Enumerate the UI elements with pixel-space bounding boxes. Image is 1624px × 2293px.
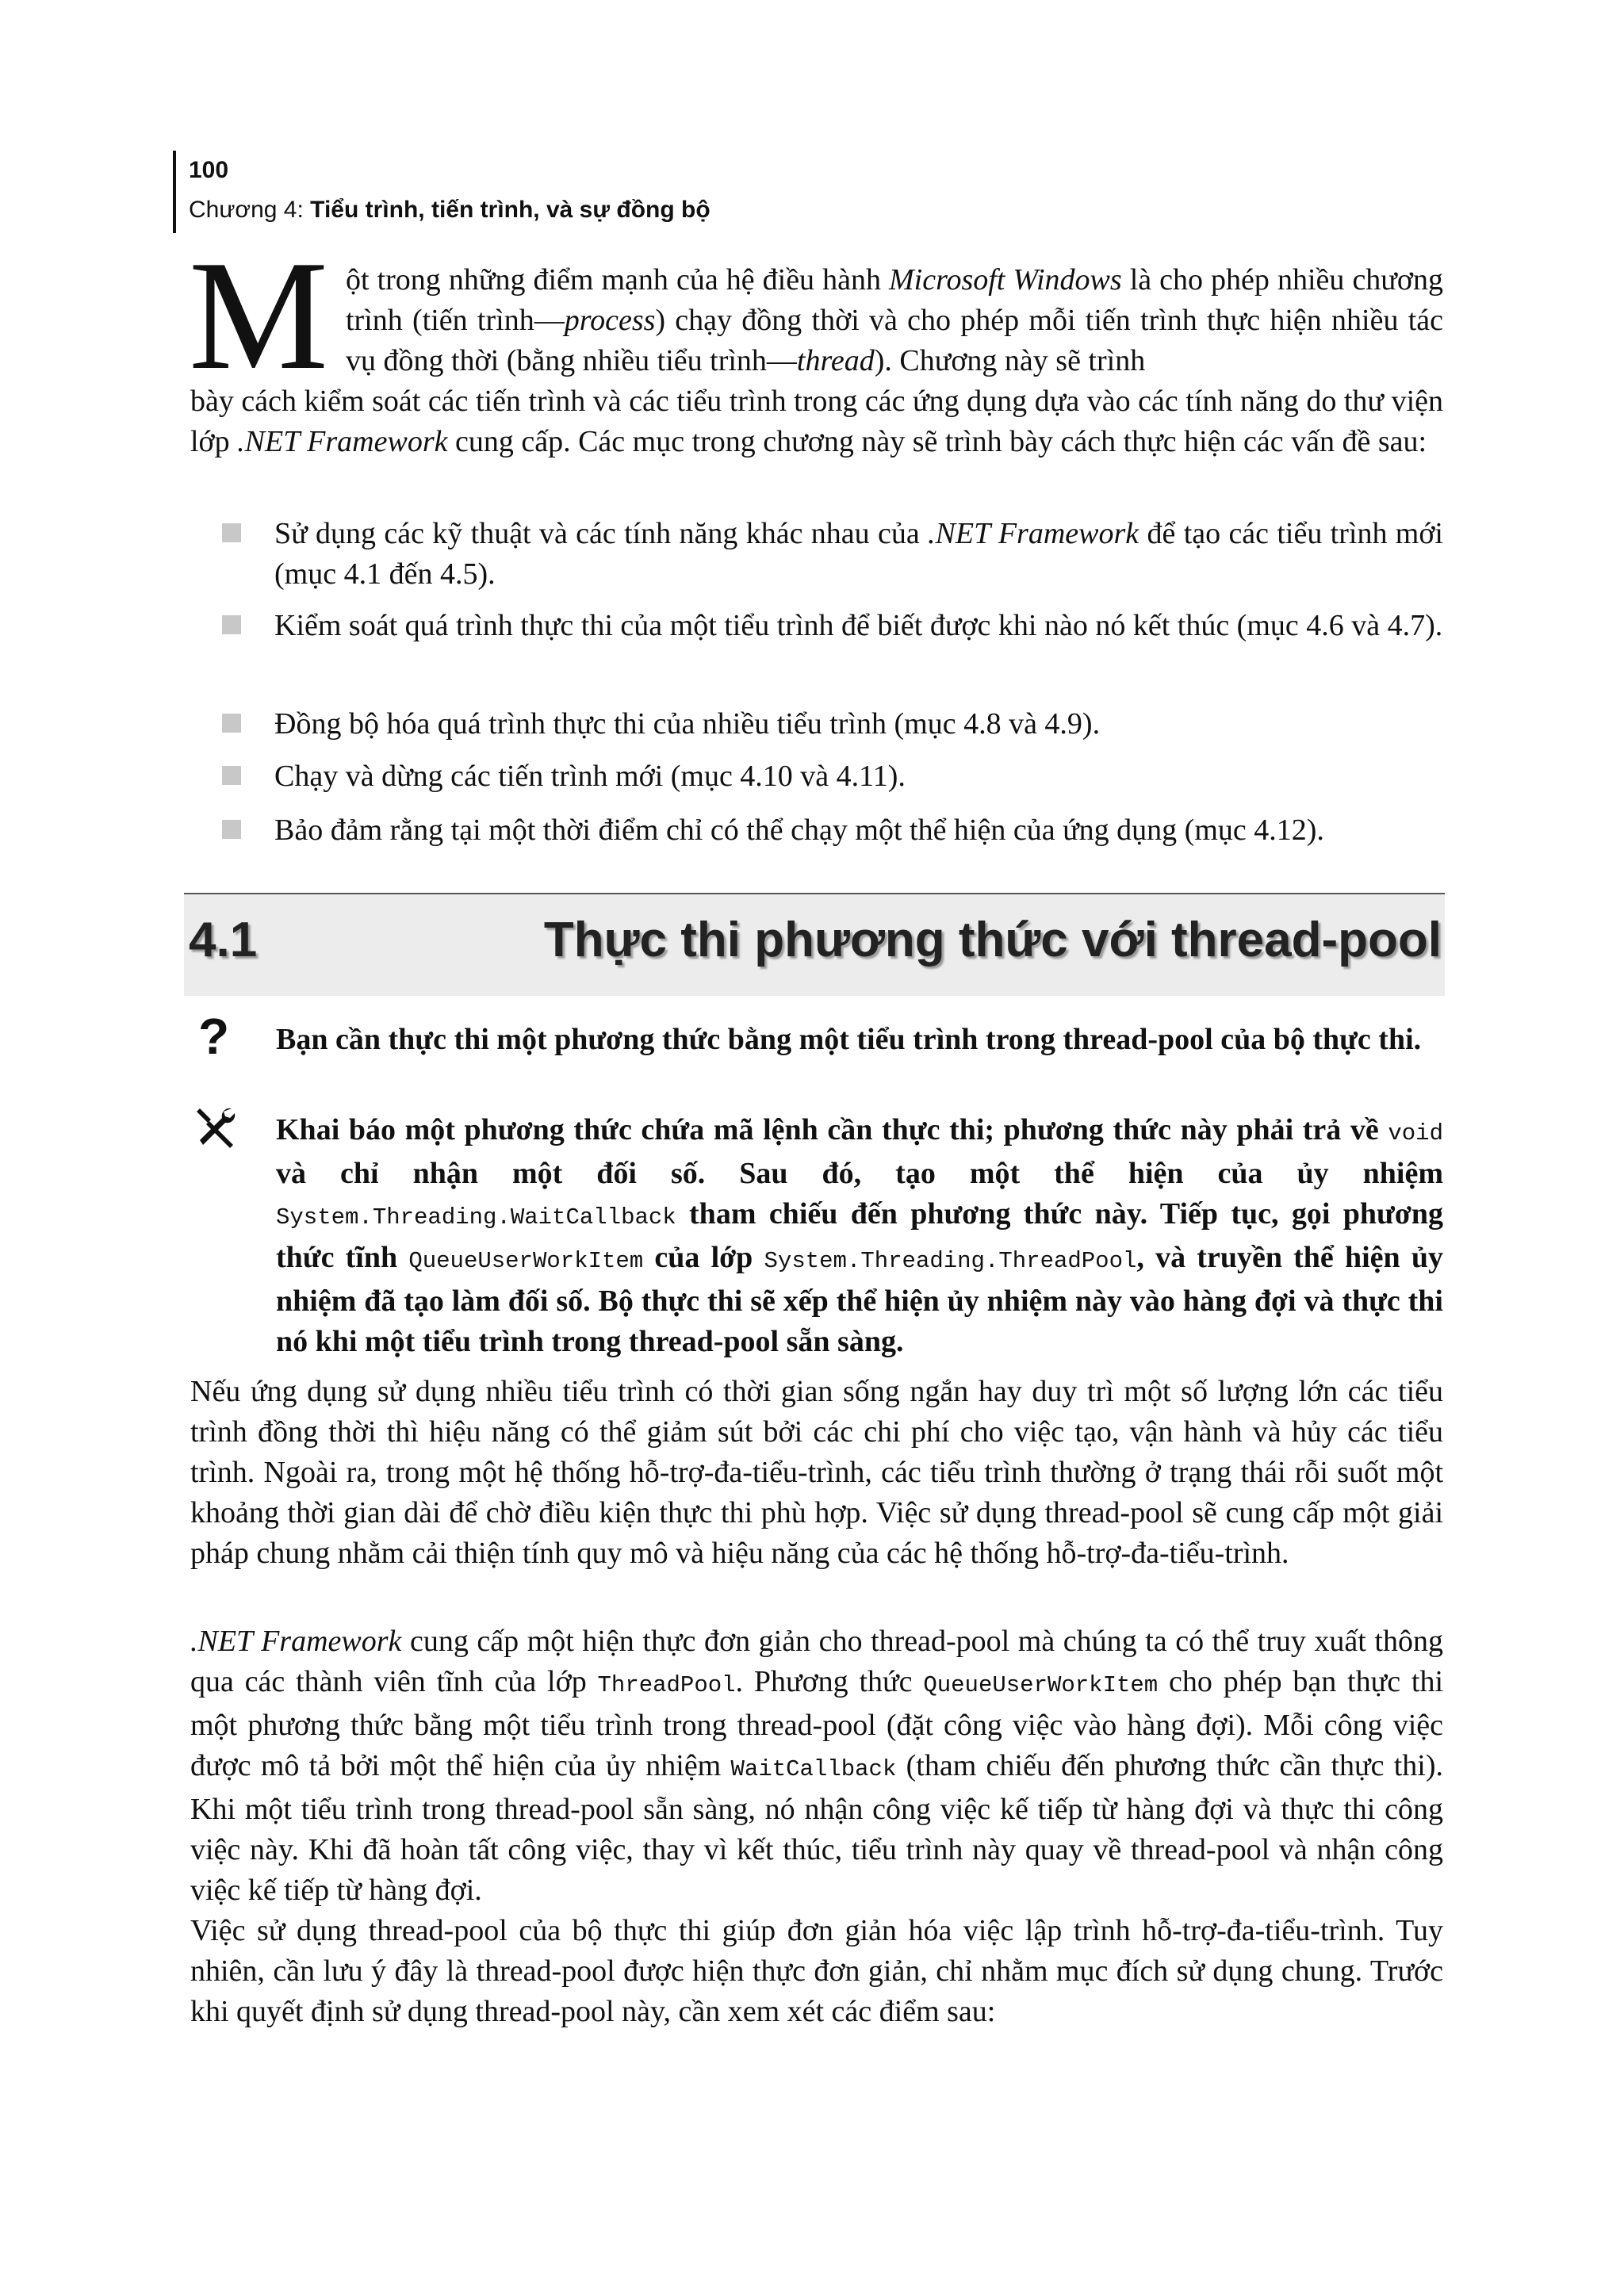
bullet-square-icon xyxy=(222,523,241,542)
chapter-title: Tiểu trình, tiến trình, và sự đồng bộ xyxy=(310,197,710,223)
bullet-square-icon xyxy=(222,766,241,785)
bullet-square-icon xyxy=(222,615,241,634)
body-paragraph: Việc sử dụng thread-pool của bộ thực thi giúp đơn giản hóa việc lập trình hỗ-trợ-đa-tiểu-trình. Tuy nhiên, cần lưu ý đây là thread-pool được hiện thực đơn giản, chỉ nhằm mục đích sử dụng chung. Trước khi quyết định sử dụng thread-pool này, cần xem xét các điểm sau: xyxy=(190,1914,1443,2028)
section-number: 4.1 xyxy=(189,913,258,967)
section-title: Thực thi phương thức với thread-pool xyxy=(543,913,1442,967)
header-rule xyxy=(173,151,176,233)
intro-paragraph: bày cách kiểm soát các tiến trình và các tiểu trình trong các ứng dụng dựa vào các tính năng do thư viện lớp .NET Framework cung cấp. Các mục trong chương này sẽ trình bày cách thực hiện các vấn đề sau: xyxy=(190,385,1443,458)
bullet-square-icon xyxy=(222,820,241,839)
bullet-square-icon xyxy=(222,714,241,733)
page-number: 100 xyxy=(189,157,229,183)
body-paragraph: Nếu ứng dụng sử dụng nhiều tiểu trình có thời gian sống ngắn hay duy trì một số lượng lớn các tiểu trình đồng thời thì hiệu năng có thể giảm sút bởi các chi phí cho việc tạo, vận hành và hủy các tiểu trình. Ngoài ra, trong một hệ thống hỗ-trợ-đa-tiểu-trình, các tiểu trình thường ở trạng thái rỗi suốt một khoảng thời gian dài để chờ điều kiện thực thi phù hợp. Việc sử dụng thread-pool sẽ cung cấp một giải pháp chung nhằm cải thiện tính quy mô và hiệu năng của các hệ thống hỗ-trợ-đa-tiểu-trình. xyxy=(190,1375,1443,1570)
chapter-header xyxy=(189,197,710,224)
body-paragraph: .NET Framework cung cấp một hiện thực đơn giản cho thread-pool mà chúng ta có thể truy xuất thông qua các thành viên tĩnh của lớp ThreadPool. Phương thức QueueUserWorkItem cho phép bạn thực thi một phương thức bằng một tiểu trình trong thread-pool (đặt công việc vào hàng đợi). Mỗi công việc được mô tả bởi một thể hiện của ủy nhiệm WaitCallback (tham chiếu đến phương thức cần thực thi). Khi một tiểu trình trong thread-pool sẵn sàng, nó nhận công việc kế tiếp từ hàng đợi và thực thi công việc này. Khi đã hoàn tất công việc, thay vì kết thúc, tiểu trình này quay về thread-pool và nhận công việc kế tiếp từ hàng đợi. xyxy=(190,1625,1444,1907)
drop-cap: M xyxy=(189,228,329,402)
solution-text: Khai báo một phương thức chứa mã lệnh cần thực thi; phương thức này phải trả về void và chỉ nhận một đối số. Sau đó, tạo một thể hiện của ủy nhiệm System.Threading.WaitCallback tham chiếu đến phương thức này. Tiếp tục, gọi phương thức tĩnh QueueUserWorkItem của lớp System.Threading.ThreadPool, và truyền thể hiện ủy nhiệm đã tạo làm đối số. Bộ thực thi sẽ xếp thể hiện ủy nhiệm này vào hàng đợi và thực thi nó khi một tiểu trình trong thread-pool sẵn sàng. xyxy=(276,1113,1444,1358)
chapter-prefix: Chương 4: xyxy=(189,197,311,223)
tools-icon xyxy=(193,1104,238,1148)
book-page: 100 Chương 4: Tiểu trình, tiến trình, và sự đồng bộ M ột trong những điểm mạnh của hệ điều hành Microsoft Windows là cho phép nhiều chương trình (tiến trình—process) chạy đồng thời và cho phép mỗi tiến trình thực hiện nhiều tác vụ đồng thời (bằng nhiều tiểu trình—thread). Chương này sẽ trình bày cách kiểm soát các tiến trình và các tiểu trình trong các ứng dụng dựa vào các tính năng do thư viện lớp .NET Framework cung cấp. Các mục trong chương này sẽ trình bày cách thực hiện các vấn đề sau: Sử dụng các kỹ thuật và các tính năng khác nhau của .NET Framework để tạo các tiểu trình mới (mục 4.1 đến 4.5). Kiểm soát quá trình thực thi của một tiểu trình để biết được khi nào nó kết thúc (mục 4.6 và 4.7). Đồng bộ hóa quá trình thực thi của nhiều tiểu trình (mục 4.8 và 4.9). Chạy và dừng các tiến trình mới (mục 4.10 và 4.11). Bảo đảm rằng tại một thời điểm chỉ có thể chạy một thể hiện của ứng dụng (mục 4.12). 4.1 Thực thi phương thức với thread-pool ? Bạn cần thực thi một phương thức bằng một tiểu trình trong thread-pool của bộ thực thi. Khai báo một phương thức chứa mã lệnh cần thực thi; phương thức này phải trả về void và chỉ nhận một đối số. Sau đó, tạo một thể hiện của ủy nhiệm System.Threading.WaitCallback tham chiếu đến phương thức này. Tiếp tục, gọi phương thức tĩnh QueueUserWorkItem của lớp System.Threading.ThreadPool, và truyền thể hiện ủy nhiệm đã tạo làm đối số. Bộ thực thi sẽ xếp thể hiện ủy nhiệm này vào hàng đợi và thực thi nó khi một tiểu trình trong thread-pool sẵn sàng. Nếu ứng dụng sử dụng nhiều tiểu trình có thời gian sống ngắn hay duy trì một số lượng lớn các tiểu trình đồng thời thì hiệu năng có thể giảm sút bởi các chi phí cho việc tạo, vận hành và hủy các tiểu trình. Ngoài ra, trong một hệ thống hỗ-trợ-đa-tiểu-trình, các tiểu trình thường ở trạng thái rỗi suốt một khoảng thời gian dài để chờ điều kiện thực thi phù hợp. Việc sử dụng thread-pool sẽ cung cấp một giải pháp chung nhằm cải thiện tính quy mô và hiệu năng của các hệ thống hỗ-trợ-đa-tiểu-trình. .NET Framework cung cấp một hiện thực đơn giản cho thread-pool mà chúng ta có thể truy xuất thông qua các thành viên tĩnh của lớp ThreadPool. Phương thức QueueUserWorkItem cho phép bạn thực thi một phương thức bằng một tiểu trình trong thread-pool (đặt công việc vào hàng đợi). Mỗi công việc được mô tả bởi một thể hiện của ủy nhiệm WaitCallback (tham chiếu đến phương thức cần thực thi). Khi một tiểu trình trong thread-pool sẵn sàng, nó nhận công việc kế tiếp từ hàng đợi và thực thi công việc này. Khi đã hoàn tất công việc, thay vì kết thúc, tiểu trình này quay về thread-pool và nhận công việc kế tiếp từ hàng đợi. Việc sử dụng thread-pool của bộ thực thi giúp đơn giản hóa việc lập trình hỗ-trợ-đa-tiểu-trình. Tuy nhiên, cần lưu ý đây là thread-pool được hiện thực đơn giản, chỉ nhằm mục đích sử dụng chung. Trước khi quyết định sử dụng thread-pool này, cần xem xét các điểm sau: xyxy=(0,0,1624,2293)
question-mark-icon: ? xyxy=(198,1008,230,1065)
problem-text: Bạn cần thực thi một phương thức bằng một tiểu trình trong thread-pool của bộ thực thi. xyxy=(276,1023,1422,1056)
intro-indented-lines: ột trong những điểm mạnh của hệ điều hành Microsoft Windows là cho phép nhiều chương trình (tiến trình—process) chạy đồng thời và cho phép mỗi tiến trình thực hiện nhiều tác vụ đồng thời (bằng nhiều tiểu trình—thread). Chương này sẽ trình xyxy=(346,263,1444,377)
